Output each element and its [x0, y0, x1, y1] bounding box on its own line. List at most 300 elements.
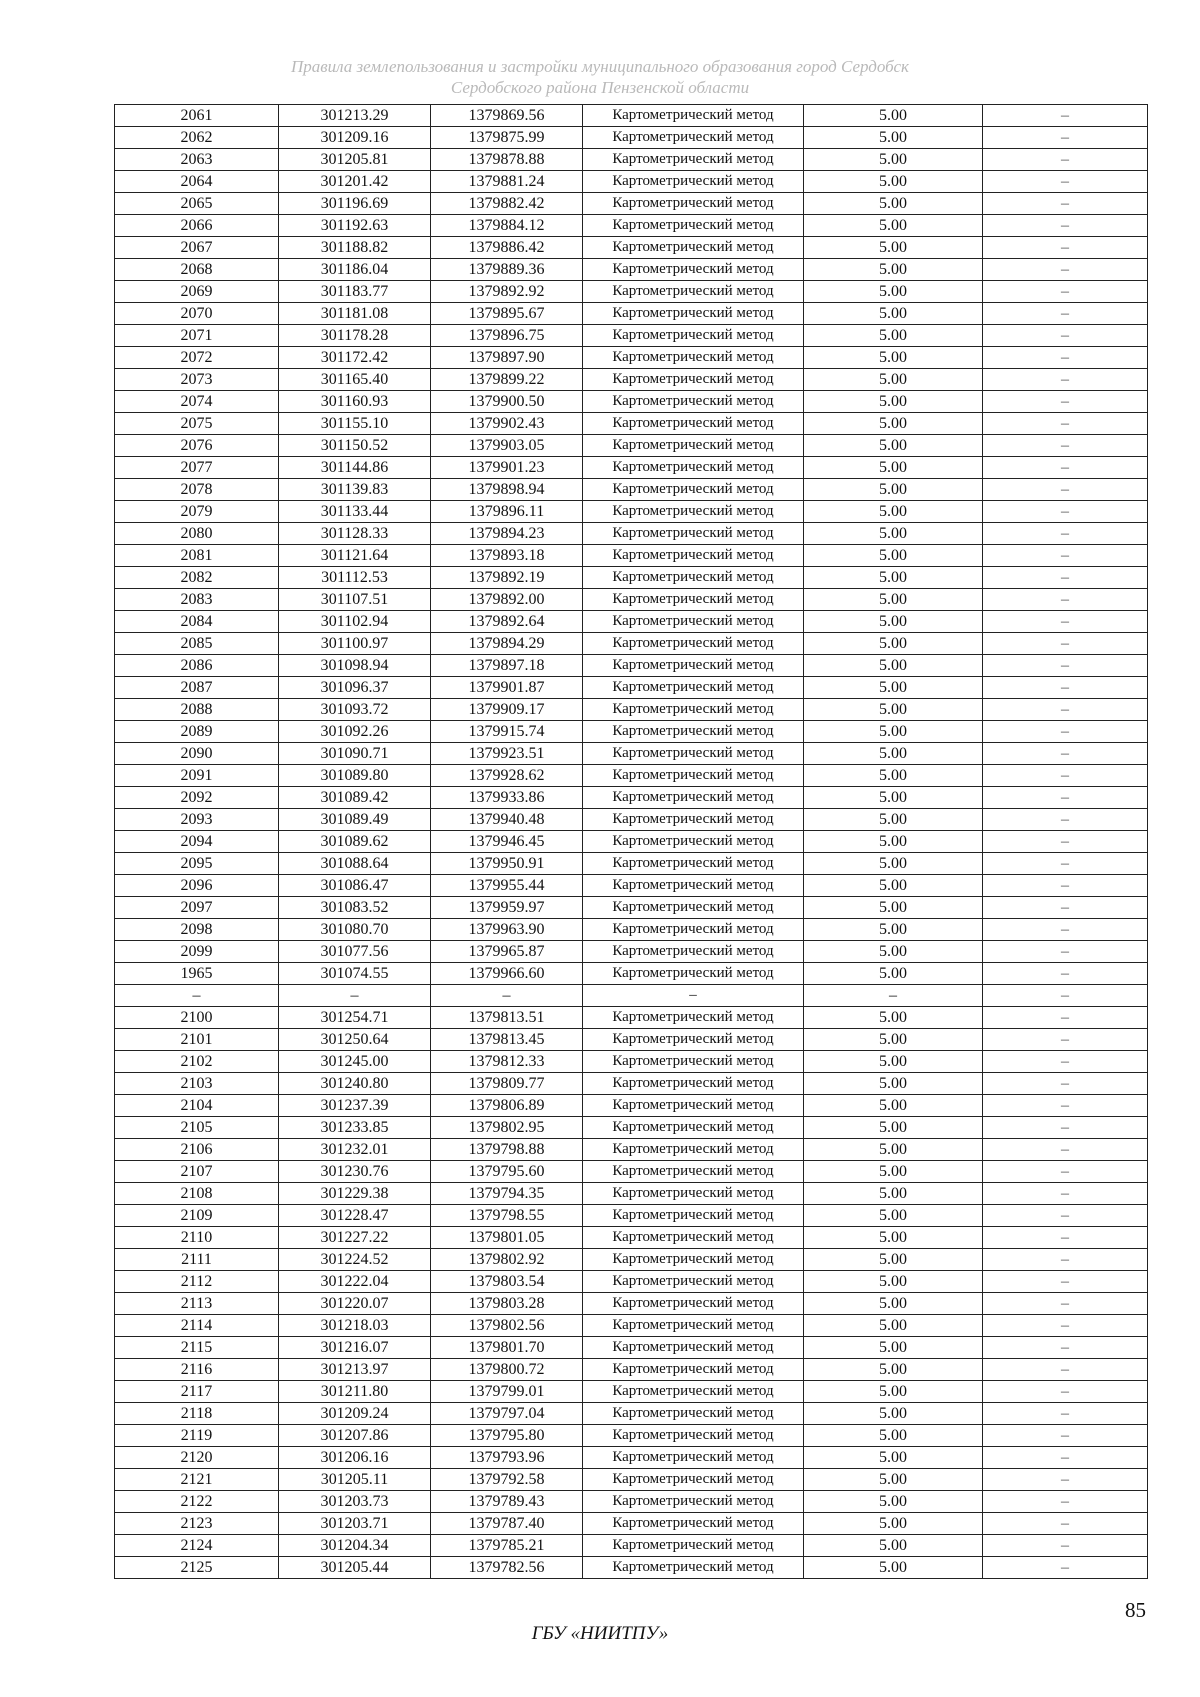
y-coordinate-cell: 1379813.45 [431, 1029, 583, 1051]
precision-cell: 5.00 [804, 1073, 983, 1095]
description-cell: – [983, 633, 1148, 655]
y-coordinate-cell: 1379800.72 [431, 1359, 583, 1381]
description-cell: – [983, 1073, 1148, 1095]
precision-cell: 5.00 [804, 589, 983, 611]
point-number-cell: 2083 [115, 589, 279, 611]
precision-cell: 5.00 [804, 809, 983, 831]
x-coordinate-cell: 301232.01 [279, 1139, 431, 1161]
precision-cell: 5.00 [804, 1315, 983, 1337]
point-number-cell: 2084 [115, 611, 279, 633]
table-row [115, 743, 1148, 765]
description-cell: – [983, 765, 1148, 787]
y-coordinate-cell: 1379886.42 [431, 237, 583, 259]
description-cell: – [983, 787, 1148, 809]
precision-cell: 5.00 [804, 721, 983, 743]
precision-cell: 5.00 [804, 1293, 983, 1315]
y-coordinate-cell: 1379875.99 [431, 127, 583, 149]
x-coordinate-cell: 301083.52 [279, 897, 431, 919]
method-cell: Картометрический метод [583, 347, 804, 369]
x-coordinate-cell: 301183.77 [279, 281, 431, 303]
method-cell: Картометрический метод [583, 611, 804, 633]
method-cell: Картометрический метод [583, 391, 804, 413]
description-cell: – [983, 1447, 1148, 1469]
method-cell: Картометрический метод [583, 1183, 804, 1205]
method-cell: Картометрический метод [583, 655, 804, 677]
point-number-cell: 2085 [115, 633, 279, 655]
point-number-cell: 2113 [115, 1293, 279, 1315]
table-row [115, 897, 1148, 919]
precision-cell: 5.00 [804, 633, 983, 655]
table-row [115, 457, 1148, 479]
y-coordinate-cell: 1379933.86 [431, 787, 583, 809]
precision-cell: 5.00 [804, 1249, 983, 1271]
table-row [115, 787, 1148, 809]
x-coordinate-cell: 301090.71 [279, 743, 431, 765]
precision-cell: 5.00 [804, 1513, 983, 1535]
point-number-cell: 2119 [115, 1425, 279, 1447]
description-cell: – [983, 1249, 1148, 1271]
point-number-cell: 2089 [115, 721, 279, 743]
y-coordinate-cell: 1379900.50 [431, 391, 583, 413]
description-cell: – [983, 149, 1148, 171]
table-row [115, 105, 1148, 127]
precision-cell: 5.00 [804, 281, 983, 303]
x-coordinate-cell: 301220.07 [279, 1293, 431, 1315]
description-cell: – [983, 281, 1148, 303]
y-coordinate-cell: 1379965.87 [431, 941, 583, 963]
x-coordinate-cell: 301096.37 [279, 677, 431, 699]
x-coordinate-cell: 301074.55 [279, 963, 431, 985]
description-cell: – [983, 259, 1148, 281]
point-number-cell: 2102 [115, 1051, 279, 1073]
method-cell: Картометрический метод [583, 677, 804, 699]
table-row [115, 1535, 1148, 1557]
point-number-cell: 2103 [115, 1073, 279, 1095]
x-coordinate-cell: 301128.33 [279, 523, 431, 545]
table-row [115, 215, 1148, 237]
method-cell: Картометрический метод [583, 545, 804, 567]
coordinates-table-body [115, 105, 1148, 1579]
method-cell: Картометрический метод [583, 1095, 804, 1117]
description-cell: – [983, 1007, 1148, 1029]
x-coordinate-cell: 301089.80 [279, 765, 431, 787]
point-number-cell: 2061 [115, 105, 279, 127]
y-coordinate-cell: 1379785.21 [431, 1535, 583, 1557]
point-number-cell: 2069 [115, 281, 279, 303]
y-coordinate-cell: 1379792.58 [431, 1469, 583, 1491]
x-coordinate-cell: 301089.42 [279, 787, 431, 809]
y-coordinate-cell: 1379896.11 [431, 501, 583, 523]
description-cell: – [983, 897, 1148, 919]
precision-cell: 5.00 [804, 941, 983, 963]
table-row [115, 677, 1148, 699]
y-coordinate-cell: 1379955.44 [431, 875, 583, 897]
point-number-cell: 2111 [115, 1249, 279, 1271]
point-number-cell: 2065 [115, 193, 279, 215]
point-number-cell: 2105 [115, 1117, 279, 1139]
table-row [115, 919, 1148, 941]
precision-cell: 5.00 [804, 347, 983, 369]
description-cell: – [983, 501, 1148, 523]
method-cell: Картометрический метод [583, 743, 804, 765]
y-coordinate-cell: 1379787.40 [431, 1513, 583, 1535]
precision-cell: 5.00 [804, 875, 983, 897]
table-row [115, 1403, 1148, 1425]
point-number-cell: 2076 [115, 435, 279, 457]
point-number-cell: 2106 [115, 1139, 279, 1161]
y-coordinate-cell: 1379892.64 [431, 611, 583, 633]
y-coordinate-cell: 1379801.70 [431, 1337, 583, 1359]
y-coordinate-cell: 1379966.60 [431, 963, 583, 985]
x-coordinate-cell: 301201.42 [279, 171, 431, 193]
x-coordinate-cell: 301077.56 [279, 941, 431, 963]
point-number-cell: 2070 [115, 303, 279, 325]
method-cell: Картометрический метод [583, 919, 804, 941]
x-coordinate-cell: 301205.81 [279, 149, 431, 171]
precision-cell: 5.00 [804, 1491, 983, 1513]
precision-cell: 5.00 [804, 743, 983, 765]
description-cell: – [983, 237, 1148, 259]
x-coordinate-cell: 301092.26 [279, 721, 431, 743]
y-coordinate-cell: 1379795.80 [431, 1425, 583, 1447]
precision-cell: 5.00 [804, 1007, 983, 1029]
point-number-cell: 2097 [115, 897, 279, 919]
description-cell: – [983, 171, 1148, 193]
table-row [115, 369, 1148, 391]
point-number-cell: 2064 [115, 171, 279, 193]
precision-cell: 5.00 [804, 1447, 983, 1469]
table-row [115, 985, 1148, 1007]
x-coordinate-cell: 301216.07 [279, 1337, 431, 1359]
precision-cell: 5.00 [804, 1139, 983, 1161]
x-coordinate-cell: 301181.08 [279, 303, 431, 325]
description-cell: – [983, 963, 1148, 985]
x-coordinate-cell: 301203.71 [279, 1513, 431, 1535]
x-coordinate-cell: 301218.03 [279, 1315, 431, 1337]
x-coordinate-cell: 301100.97 [279, 633, 431, 655]
table-row [115, 567, 1148, 589]
precision-cell: 5.00 [804, 1051, 983, 1073]
table-row [115, 1447, 1148, 1469]
precision-cell: 5.00 [804, 963, 983, 985]
point-number-cell: 2071 [115, 325, 279, 347]
x-coordinate-cell: 301088.64 [279, 853, 431, 875]
precision-cell: 5.00 [804, 1161, 983, 1183]
table-row [115, 1051, 1148, 1073]
precision-cell: 5.00 [804, 699, 983, 721]
x-coordinate-cell: 301160.93 [279, 391, 431, 413]
description-cell: – [983, 1425, 1148, 1447]
x-coordinate-cell: 301121.64 [279, 545, 431, 567]
table-row [115, 545, 1148, 567]
description-cell: – [983, 567, 1148, 589]
table-row [115, 633, 1148, 655]
x-coordinate-cell: 301165.40 [279, 369, 431, 391]
description-cell: – [983, 1359, 1148, 1381]
precision-cell: 5.00 [804, 237, 983, 259]
description-cell: – [983, 1293, 1148, 1315]
x-coordinate-cell: 301155.10 [279, 413, 431, 435]
precision-cell: 5.00 [804, 853, 983, 875]
table-row [115, 589, 1148, 611]
point-number-cell: 2100 [115, 1007, 279, 1029]
precision-cell: 5.00 [804, 193, 983, 215]
y-coordinate-cell: 1379897.18 [431, 655, 583, 677]
description-cell: – [983, 919, 1148, 941]
description-cell: – [983, 347, 1148, 369]
method-cell: Картометрический метод [583, 369, 804, 391]
description-cell: – [983, 1469, 1148, 1491]
point-number-cell: 2078 [115, 479, 279, 501]
y-coordinate-cell: 1379794.35 [431, 1183, 583, 1205]
table-row [115, 237, 1148, 259]
precision-cell: 5.00 [804, 919, 983, 941]
method-cell: Картометрический метод [583, 897, 804, 919]
point-number-cell: 2091 [115, 765, 279, 787]
description-cell: – [983, 1535, 1148, 1557]
table-row [115, 1271, 1148, 1293]
description-cell: – [983, 985, 1148, 1007]
y-coordinate-cell: 1379895.67 [431, 303, 583, 325]
x-coordinate-cell: 301240.80 [279, 1073, 431, 1095]
point-number-cell: 2109 [115, 1205, 279, 1227]
method-cell: Картометрический метод [583, 1073, 804, 1095]
point-number-cell: 2095 [115, 853, 279, 875]
point-number-cell: – [115, 985, 279, 1007]
precision-cell: 5.00 [804, 1337, 983, 1359]
y-coordinate-cell: 1379903.05 [431, 435, 583, 457]
precision-cell: 5.00 [804, 655, 983, 677]
precision-cell: 5.00 [804, 1535, 983, 1557]
description-cell: – [983, 435, 1148, 457]
point-number-cell: 2090 [115, 743, 279, 765]
x-coordinate-cell: 301172.42 [279, 347, 431, 369]
method-cell: Картометрический метод [583, 413, 804, 435]
point-number-cell: 2098 [115, 919, 279, 941]
precision-cell: 5.00 [804, 1095, 983, 1117]
precision-cell: 5.00 [804, 259, 983, 281]
precision-cell: 5.00 [804, 501, 983, 523]
point-number-cell: 2068 [115, 259, 279, 281]
description-cell: – [983, 1491, 1148, 1513]
y-coordinate-cell: 1379959.97 [431, 897, 583, 919]
x-coordinate-cell: 301080.70 [279, 919, 431, 941]
point-number-cell: 2121 [115, 1469, 279, 1491]
method-cell: Картометрический метод [583, 215, 804, 237]
method-cell: Картометрический метод [583, 589, 804, 611]
y-coordinate-cell: 1379901.87 [431, 677, 583, 699]
table-row [115, 1095, 1148, 1117]
y-coordinate-cell: 1379894.23 [431, 523, 583, 545]
x-coordinate-cell: 301209.24 [279, 1403, 431, 1425]
method-cell: Картометрический метод [583, 567, 804, 589]
precision-cell: 5.00 [804, 1227, 983, 1249]
y-coordinate-cell: 1379892.19 [431, 567, 583, 589]
method-cell: Картометрический метод [583, 721, 804, 743]
table-row [115, 171, 1148, 193]
x-coordinate-cell: 301204.34 [279, 1535, 431, 1557]
table-row [115, 1469, 1148, 1491]
page-number: 85 [1125, 1598, 1146, 1622]
method-cell: Картометрический метод [583, 1227, 804, 1249]
precision-cell: 5.00 [804, 1425, 983, 1447]
method-cell: Картометрический метод [583, 831, 804, 853]
x-coordinate-cell: 301205.11 [279, 1469, 431, 1491]
point-number-cell: 2066 [115, 215, 279, 237]
y-coordinate-cell: 1379795.60 [431, 1161, 583, 1183]
precision-cell: 5.00 [804, 1557, 983, 1579]
description-cell: – [983, 545, 1148, 567]
running-header [0, 56, 1200, 98]
table-row [115, 259, 1148, 281]
precision-cell: 5.00 [804, 325, 983, 347]
description-cell: – [983, 743, 1148, 765]
x-coordinate-cell: 301102.94 [279, 611, 431, 633]
method-cell: Картометрический метод [583, 765, 804, 787]
precision-cell: 5.00 [804, 391, 983, 413]
table-row [115, 1205, 1148, 1227]
table-row [115, 193, 1148, 215]
footer-organization: ГБУ «НИИТПУ» [531, 1623, 669, 1644]
method-cell: Картометрический метод [583, 303, 804, 325]
table-row [115, 1337, 1148, 1359]
x-coordinate-cell: 301144.86 [279, 457, 431, 479]
point-number-cell: 2088 [115, 699, 279, 721]
precision-cell: 5.00 [804, 1029, 983, 1051]
point-number-cell: 2123 [115, 1513, 279, 1535]
precision-cell: – [804, 985, 983, 1007]
method-cell: Картометрический метод [583, 1491, 804, 1513]
point-number-cell: 2096 [115, 875, 279, 897]
description-cell: – [983, 457, 1148, 479]
y-coordinate-cell: 1379782.56 [431, 1557, 583, 1579]
point-number-cell: 1965 [115, 963, 279, 985]
x-coordinate-cell: 301089.49 [279, 809, 431, 831]
y-coordinate-cell: 1379813.51 [431, 1007, 583, 1029]
method-cell: Картометрический метод [583, 1161, 804, 1183]
description-cell: – [983, 589, 1148, 611]
table-row [115, 699, 1148, 721]
table-row [115, 941, 1148, 963]
precision-cell: 5.00 [804, 413, 983, 435]
point-number-cell: 2124 [115, 1535, 279, 1557]
precision-cell: 5.00 [804, 1183, 983, 1205]
precision-cell: 5.00 [804, 369, 983, 391]
x-coordinate-cell: 301188.82 [279, 237, 431, 259]
precision-cell: 5.00 [804, 435, 983, 457]
precision-cell: 5.00 [804, 171, 983, 193]
point-number-cell: 2067 [115, 237, 279, 259]
x-coordinate-cell: 301139.83 [279, 479, 431, 501]
table-row [115, 963, 1148, 985]
method-cell: Картометрический метод [583, 1249, 804, 1271]
description-cell: – [983, 1029, 1148, 1051]
y-coordinate-cell: 1379882.42 [431, 193, 583, 215]
description-cell: – [983, 941, 1148, 963]
y-coordinate-cell: 1379799.01 [431, 1381, 583, 1403]
table-row [115, 413, 1148, 435]
x-coordinate-cell: 301213.97 [279, 1359, 431, 1381]
method-cell: Картометрический метод [583, 1535, 804, 1557]
point-number-cell: 2117 [115, 1381, 279, 1403]
point-number-cell: 2107 [115, 1161, 279, 1183]
precision-cell: 5.00 [804, 149, 983, 171]
method-cell: Картометрический метод [583, 1271, 804, 1293]
point-number-cell: 2093 [115, 809, 279, 831]
y-coordinate-cell: – [431, 985, 583, 1007]
table-row [115, 325, 1148, 347]
description-cell: – [983, 1117, 1148, 1139]
table-row [115, 655, 1148, 677]
description-cell: – [983, 1557, 1148, 1579]
table-row [115, 765, 1148, 787]
y-coordinate-cell: 1379803.28 [431, 1293, 583, 1315]
description-cell: – [983, 1381, 1148, 1403]
y-coordinate-cell: 1379950.91 [431, 853, 583, 875]
point-number-cell: 2125 [115, 1557, 279, 1579]
y-coordinate-cell: 1379889.36 [431, 259, 583, 281]
y-coordinate-cell: 1379893.18 [431, 545, 583, 567]
x-coordinate-cell: 301196.69 [279, 193, 431, 215]
point-number-cell: 2072 [115, 347, 279, 369]
description-cell: – [983, 721, 1148, 743]
y-coordinate-cell: 1379802.95 [431, 1117, 583, 1139]
point-number-cell: 2079 [115, 501, 279, 523]
table-row [115, 501, 1148, 523]
x-coordinate-cell: 301207.86 [279, 1425, 431, 1447]
table-row [115, 1073, 1148, 1095]
point-number-cell: 2115 [115, 1337, 279, 1359]
y-coordinate-cell: 1379899.22 [431, 369, 583, 391]
description-cell: – [983, 325, 1148, 347]
description-cell: – [983, 105, 1148, 127]
point-number-cell: 2062 [115, 127, 279, 149]
method-cell: Картометрический метод [583, 193, 804, 215]
description-cell: – [983, 611, 1148, 633]
point-number-cell: 2077 [115, 457, 279, 479]
method-cell: Картометрический метод [583, 1447, 804, 1469]
description-cell: – [983, 391, 1148, 413]
y-coordinate-cell: 1379896.75 [431, 325, 583, 347]
method-cell: Картометрический метод [583, 281, 804, 303]
description-cell: – [983, 1161, 1148, 1183]
method-cell: Картометрический метод [583, 237, 804, 259]
method-cell: Картометрический метод [583, 633, 804, 655]
description-cell: – [983, 875, 1148, 897]
y-coordinate-cell: 1379898.94 [431, 479, 583, 501]
y-coordinate-cell: 1379797.04 [431, 1403, 583, 1425]
x-coordinate-cell: 301107.51 [279, 589, 431, 611]
y-coordinate-cell: 1379892.00 [431, 589, 583, 611]
method-cell: Картометрический метод [583, 457, 804, 479]
method-cell: Картометрический метод [583, 809, 804, 831]
x-coordinate-cell: 301089.62 [279, 831, 431, 853]
x-coordinate-cell: 301178.28 [279, 325, 431, 347]
point-number-cell: 2116 [115, 1359, 279, 1381]
point-number-cell: 2120 [115, 1447, 279, 1469]
x-coordinate-cell: 301230.76 [279, 1161, 431, 1183]
x-coordinate-cell: 301222.04 [279, 1271, 431, 1293]
description-cell: – [983, 1227, 1148, 1249]
point-number-cell: 2108 [115, 1183, 279, 1205]
method-cell: Картометрический метод [583, 1403, 804, 1425]
point-number-cell: 2094 [115, 831, 279, 853]
description-cell: – [983, 1139, 1148, 1161]
table-row [115, 1117, 1148, 1139]
precision-cell: 5.00 [804, 611, 983, 633]
x-coordinate-cell: – [279, 985, 431, 1007]
description-cell: – [983, 1403, 1148, 1425]
